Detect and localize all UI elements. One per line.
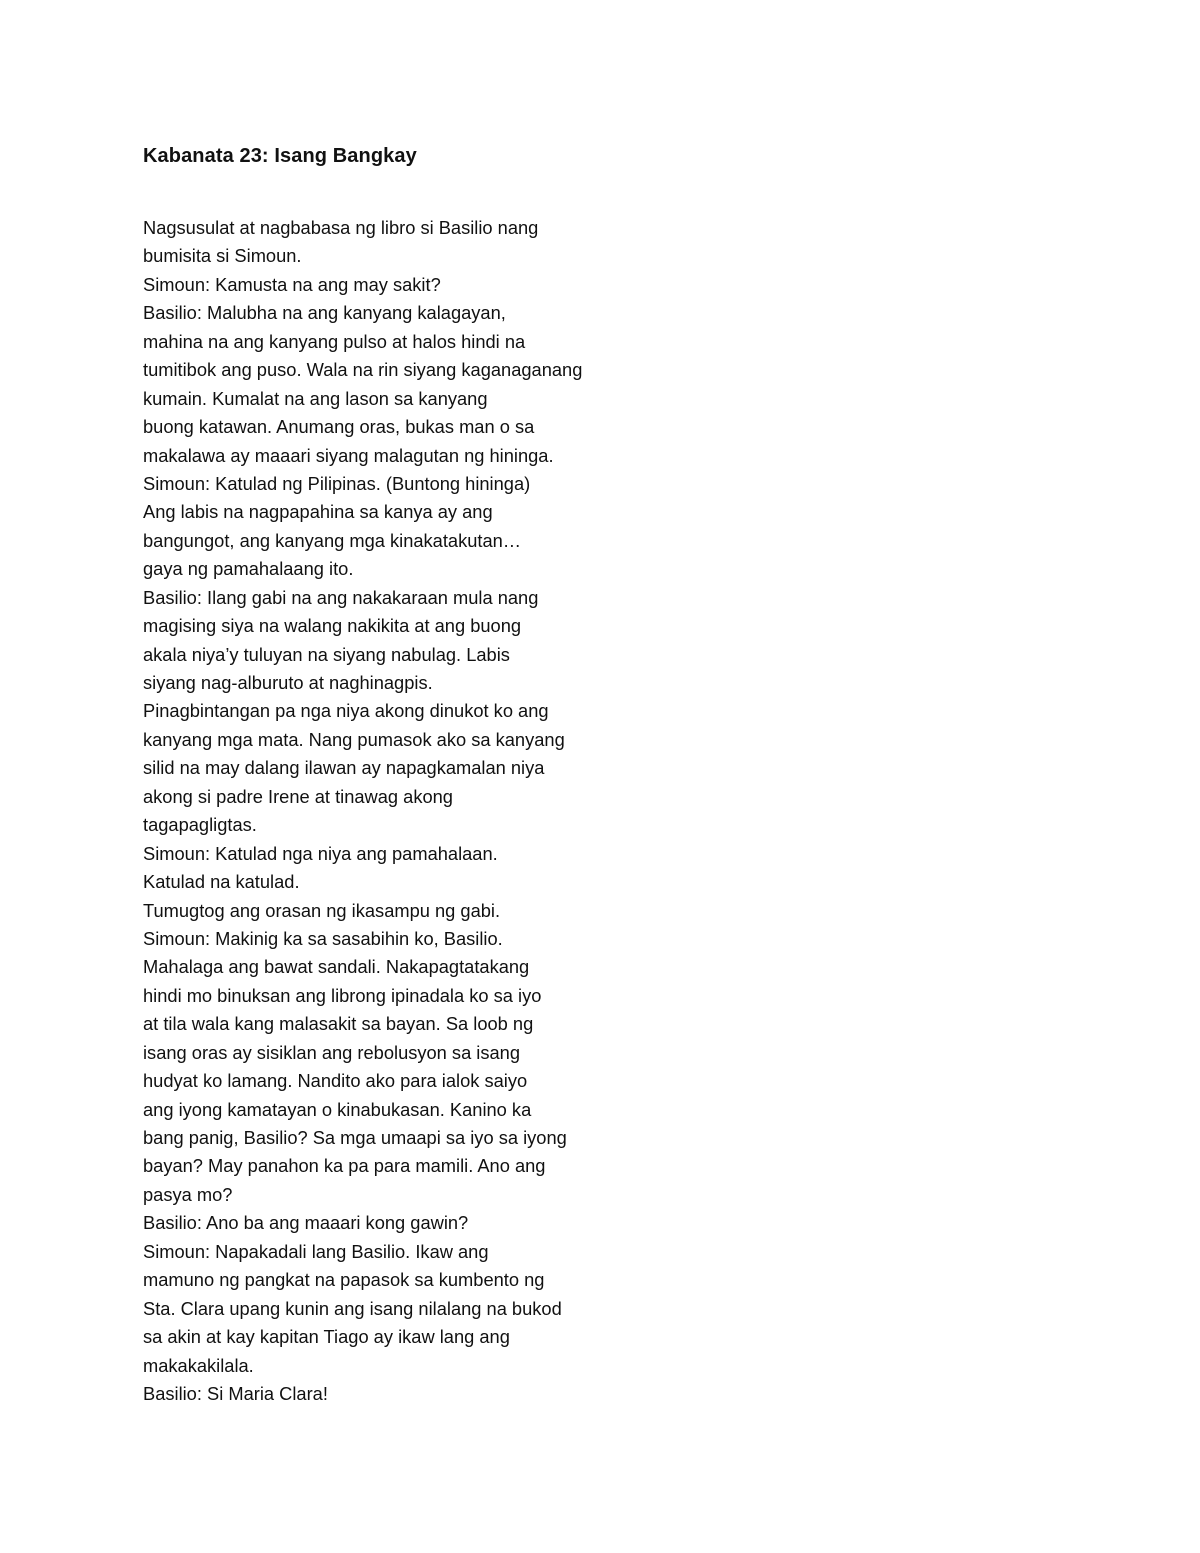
text-line: tumitibok ang puso. Wala na rin siyang kaganaganang	[143, 359, 583, 381]
text-line: bumisita si Simoun.	[143, 245, 302, 267]
text-line: Simoun: Kamusta na ang may sakit?	[143, 273, 441, 295]
text-line: makalawa ay maaari siyang malagutan ng hininga.	[143, 444, 554, 466]
text-line: mahina na ang kanyang pulso at halos hindi na	[143, 330, 526, 352]
text-line: pasya mo?	[143, 1183, 233, 1205]
text-line: Basilio: Ano ba ang maaari kong gawin?	[143, 1212, 469, 1234]
chapter-body	[143, 214, 703, 1408]
text-line: akong si padre Irene at tinawag akong	[143, 785, 453, 807]
text-line: magising siya na walang nakikita at ang buong	[143, 615, 522, 637]
text-line: siyang nag-alburuto at naghinagpis.	[143, 672, 433, 693]
text-line: Mahalaga ang bawat sandali. Nakapagtatakang	[143, 956, 530, 978]
text-line: isang oras ay sisiklan ang rebolusyon sa isang	[143, 1041, 521, 1063]
text-line: hudyat ko lamang. Nandito ako para ialok saiyo	[143, 1070, 528, 1092]
text-line: bang panig, Basilio? Sa mga umaapi sa iyo sa iyong	[143, 1127, 567, 1148]
text-line: Basilio: Malubha na ang kanyang kalagayan,	[143, 302, 506, 324]
text-line: Simoun: Makinig ka sa sasabihin ko, Basilio.	[143, 927, 503, 949]
text-line: gaya ng pamahalaang ito.	[143, 558, 354, 580]
text-line: ang iyong kamatayan o kinabukasan. Kanino ka	[143, 1098, 532, 1120]
chapter-title: Kabanata 23: Isang Bangkay	[143, 145, 417, 167]
text-line: mamuno ng pangkat na papasok sa kumbento ng	[143, 1269, 545, 1291]
text-line: Sta. Clara upang kunin ang isang nilalang na bukod	[143, 1297, 562, 1319]
text-line: Basilio: Ilang gabi na ang nakakaraan mula nang	[143, 586, 539, 608]
text-line: tagapagligtas.	[143, 814, 257, 836]
text-line: Nagsusulat at nagbabasa ng libro si Basilio nang	[143, 217, 539, 238]
text-line: Katulad na katulad.	[143, 871, 300, 893]
text-line: Tumugtog ang orasan ng ikasampu ng gabi.	[143, 899, 501, 921]
text-line: Ang labis na nagpapahina sa kanya ay ang	[143, 501, 493, 523]
text-line: Simoun: Katulad nga niya ang pamahalaan.	[143, 842, 498, 864]
text-line: sa akin at kay kapitan Tiago ay ikaw lang ang	[143, 1326, 510, 1348]
text-line: at tila wala kang malasakit sa bayan. Sa loob ng	[143, 1013, 534, 1035]
text-line: buong katawan. Anumang oras, bukas man o sa	[143, 416, 535, 438]
text-line: bayan? May panahon ka pa para mamili. Ano ang	[143, 1155, 546, 1177]
text-line: kanyang mga mata. Nang pumasok ako sa kanyang	[143, 728, 565, 750]
text-line: makakakilala.	[143, 1354, 254, 1376]
text-line: hindi mo binuksan ang librong ipinadala ko sa iyo	[143, 984, 542, 1006]
text-line: Simoun: Napakadali lang Basilio. Ikaw ang	[143, 1240, 489, 1262]
text-line: Basilio: Si Maria Clara!	[143, 1382, 328, 1404]
text-line: silid na may dalang ilawan ay napagkamalan niya	[143, 757, 545, 779]
text-line: Pinagbintangan pa nga niya akong dinukot ko ang	[143, 700, 549, 722]
text-line: kumain. Kumalat na ang lason sa kanyang	[143, 387, 488, 409]
text-line: bangungot, ang kanyang mga kinakatakutan…	[143, 529, 522, 551]
text-line: Simoun: Katulad ng Pilipinas. (Buntong hininga)	[143, 472, 531, 494]
text-line: akala niya’y tuluyan na siyang nabulag. Labis	[143, 643, 510, 665]
